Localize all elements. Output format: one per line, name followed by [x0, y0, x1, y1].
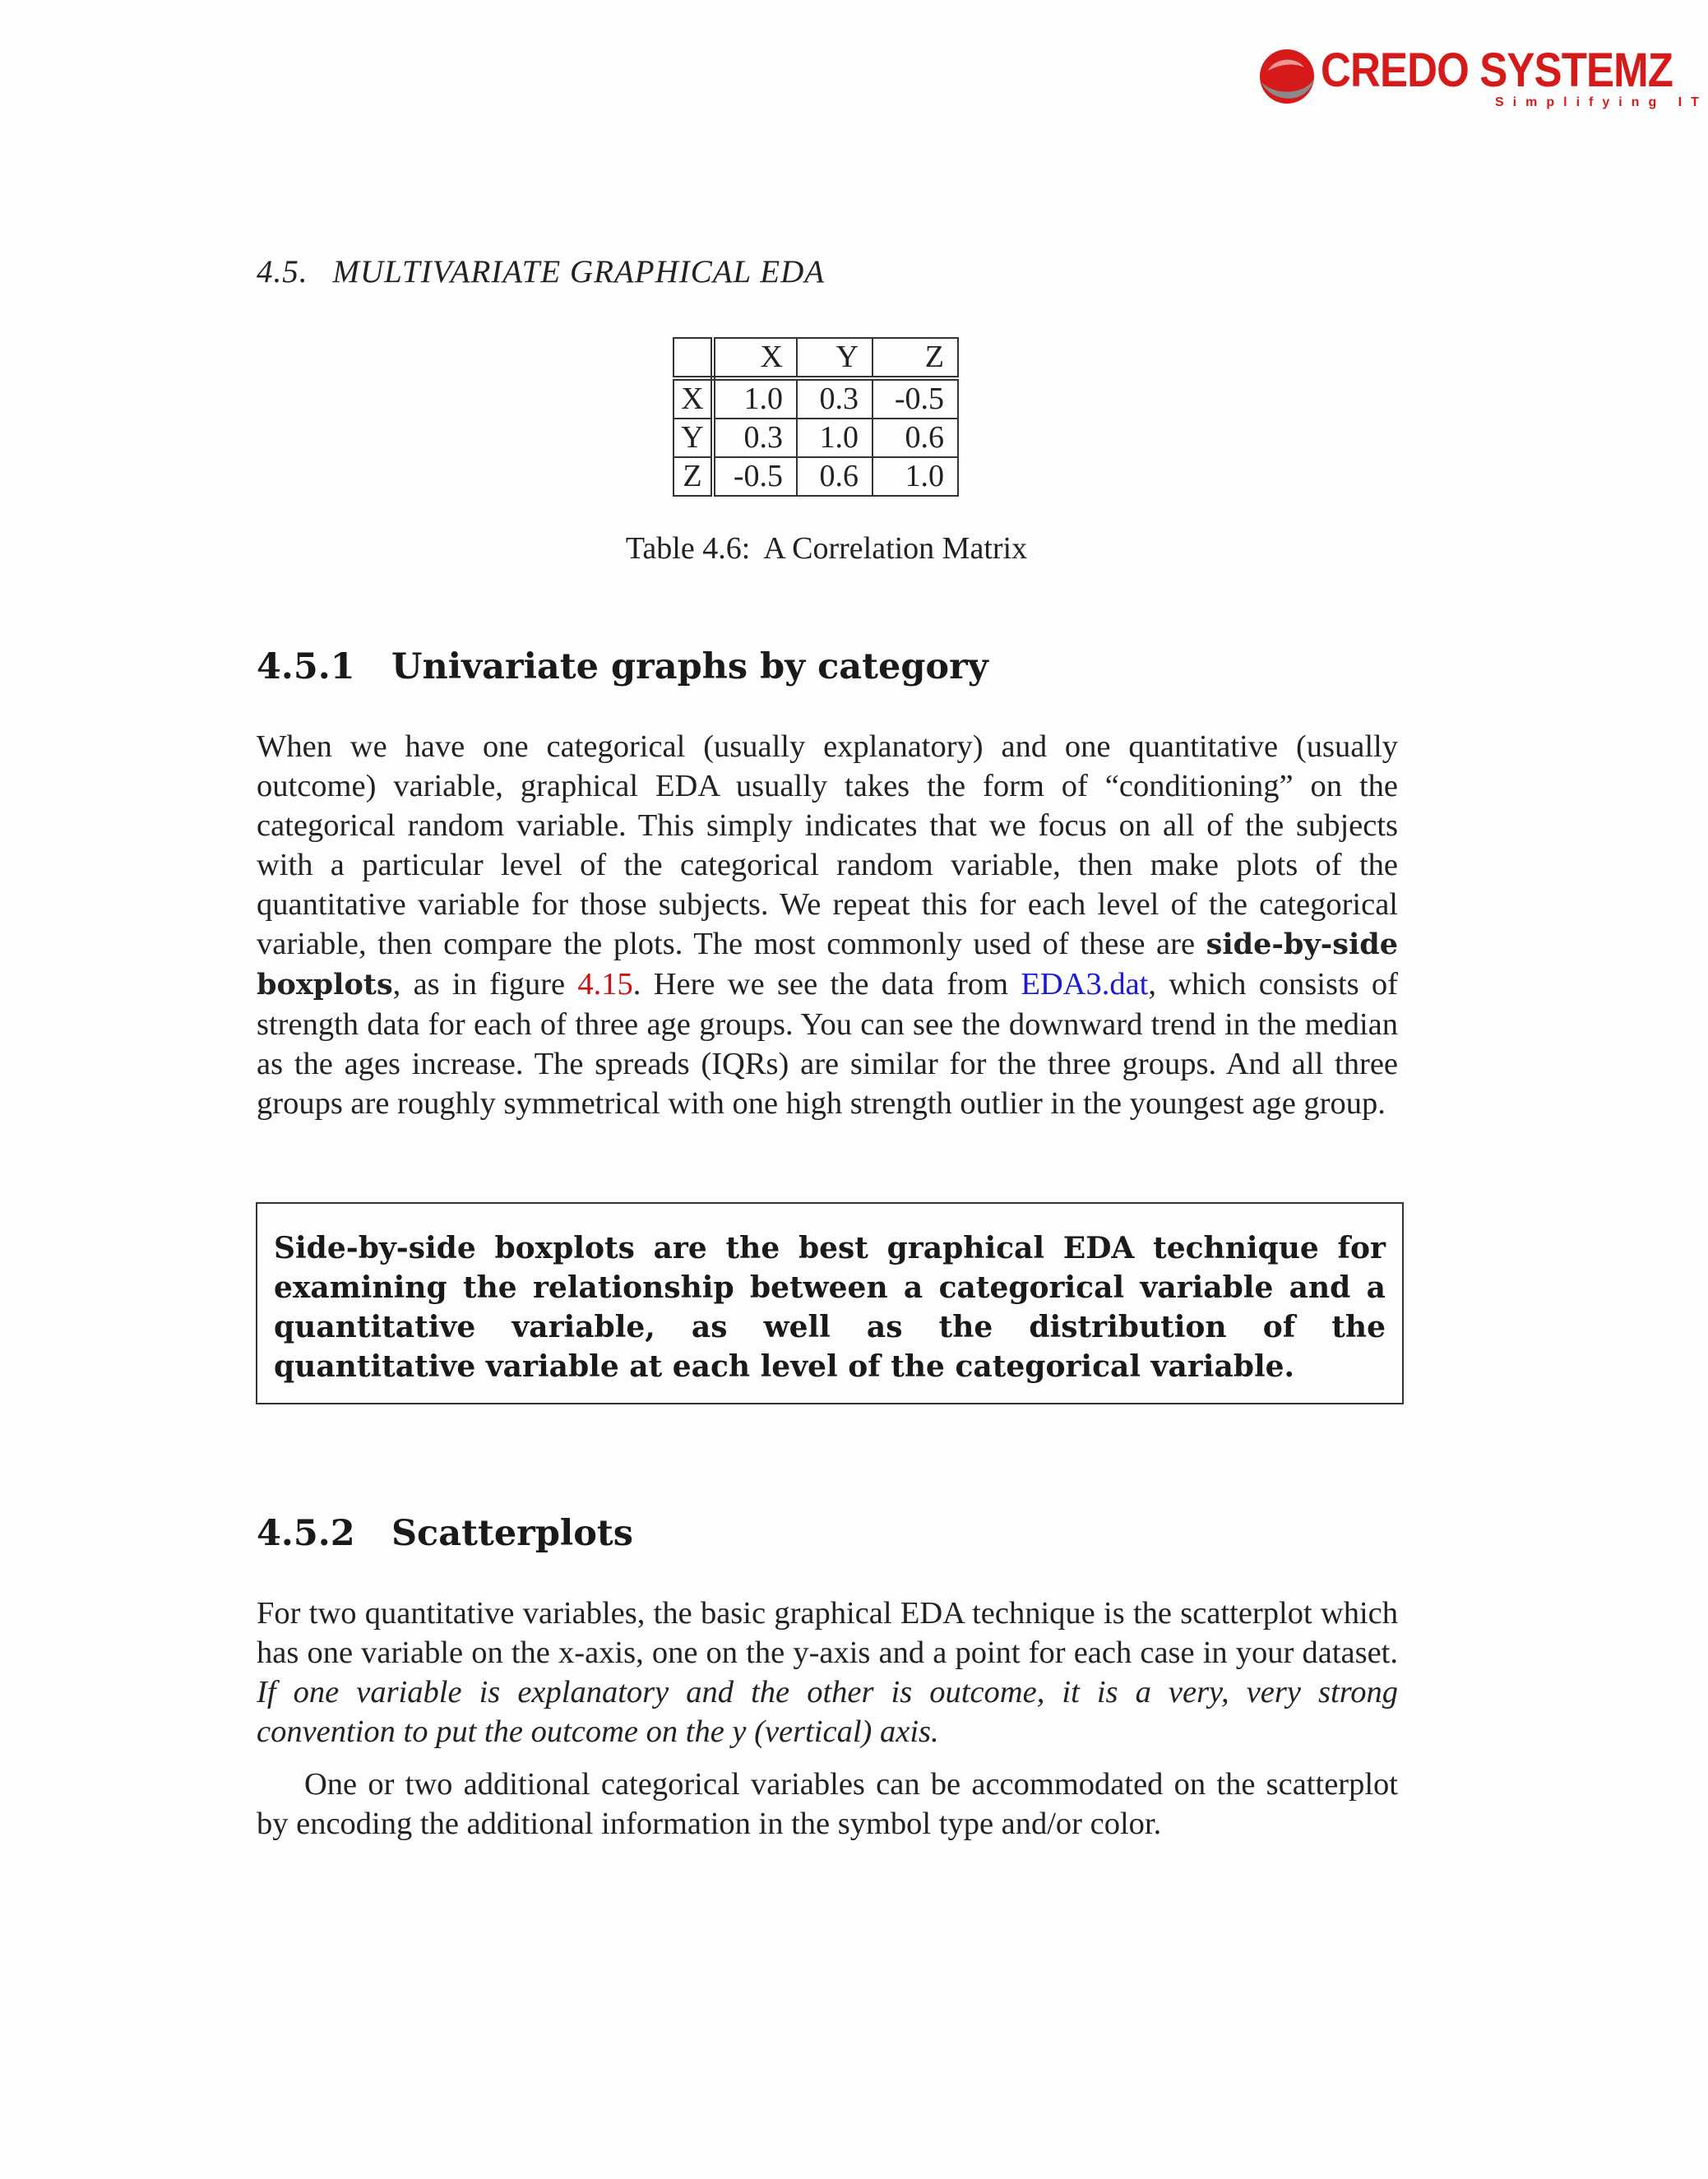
running-head-number: 4.5.: [257, 254, 308, 289]
table-cell: 1.0: [713, 378, 797, 419]
correlation-matrix-table: [673, 337, 959, 497]
table-cell: 0.3: [797, 378, 873, 419]
paragraph-text: For two quantitative variables, the basic graphical EDA technique is the scatterplot which has one variable on the x-axis, one on the y-axis and a point for each case in your dataset.: [257, 1596, 1398, 1670]
table-row: [673, 378, 958, 419]
table-row: [673, 419, 958, 457]
section-heading-4-5-1: [257, 646, 988, 687]
running-head: [257, 253, 825, 290]
table-cell: 1.0: [797, 419, 873, 457]
paragraph-text: When we have one categorical (usually explanatory) and one quantitative (usually outcome) variable, graphical EDA usually takes the form of “conditioning” on the categorical random variable. This simply indicates that we focus on all of the subjects with a particular level of the categorical random variable, then make plots of the quantitative variable for those subjects. We repeat this for each level of the categorical variable, then compare the plots. The most commonly used of these are: [257, 729, 1398, 961]
table-row-header: Y: [673, 419, 713, 457]
logo-brand-text: CREDO SYSTEMZ: [1321, 44, 1673, 97]
paragraph-text: One or two additional categorical variables can be accommodated on the scatterplot by encoding the additional information in the symbol type and/or color.: [257, 1767, 1398, 1841]
table-caption-label: Table 4.6:: [625, 531, 751, 566]
running-head-title: MULTIVARIATE GRAPHICAL EDA: [332, 254, 826, 289]
table-corner-cell: [673, 338, 713, 378]
credo-systemz-logo: [1257, 43, 1708, 117]
highlight-box: [256, 1202, 1404, 1404]
highlight-box-text: Side-by-side boxplots are the best graphical EDA technique for examining the relationship between a categorical variable and a quantitative variable, as well as the distribution of the quantitative variable at each level of the categorical variable.: [274, 1231, 1386, 1384]
emphasis-text: If one variable is explanatory and the other is outcome, it is a very, very strong convention to put the outcome on the y (vertical) axis.: [257, 1675, 1398, 1749]
table-caption-text: A Correlation Matrix: [763, 531, 1028, 566]
table-cell: 0.6: [797, 457, 873, 496]
section-number: 4.5.2: [257, 1513, 355, 1554]
paragraph-text: , which consists of strength data for each of three age groups. You can see the downward trend in the median as the ages increase. The spreads (IQRs) are similar for the three groups. And all three groups are roughly symmetrical with one high strength outlier in the youngest age group.: [257, 967, 1398, 1121]
table-row: [673, 457, 958, 496]
section-paragraph: [257, 727, 1398, 1123]
section-heading-4-5-2: [257, 1513, 633, 1554]
table-header-row: [673, 338, 958, 378]
table-cell: -0.5: [873, 378, 958, 419]
table-column-header: Z: [873, 338, 958, 378]
table-cell: 1.0: [873, 457, 958, 496]
table-caption: [0, 530, 1653, 567]
section-title: Scatterplots: [391, 1513, 633, 1554]
paragraph-text: , as in figure: [392, 967, 578, 1002]
table-cell: -0.5: [713, 457, 797, 496]
section-paragraph: [257, 1765, 1398, 1844]
logo-tagline: Simplifying IT: [1495, 95, 1708, 109]
table-cell: 0.6: [873, 419, 958, 457]
section-number: 4.5.1: [257, 646, 355, 687]
table-column-header: Y: [797, 338, 873, 378]
figure-reference-link[interactable]: 4.15: [577, 967, 633, 1002]
section-paragraph: [257, 1594, 1398, 1751]
table-column-header: X: [713, 338, 797, 378]
data-file-link[interactable]: EDA3.dat: [1021, 967, 1149, 1002]
paragraph-text: . Here we see the data from: [632, 967, 1021, 1002]
table-row-header: X: [673, 378, 713, 419]
swirl-logo-icon: [1257, 46, 1317, 107]
table-cell: 0.3: [713, 419, 797, 457]
bold-term: side-by-side boxplots: [257, 928, 1398, 1002]
section-title: Univariate graphs by category: [391, 646, 988, 687]
table-row-header: Z: [673, 457, 713, 496]
